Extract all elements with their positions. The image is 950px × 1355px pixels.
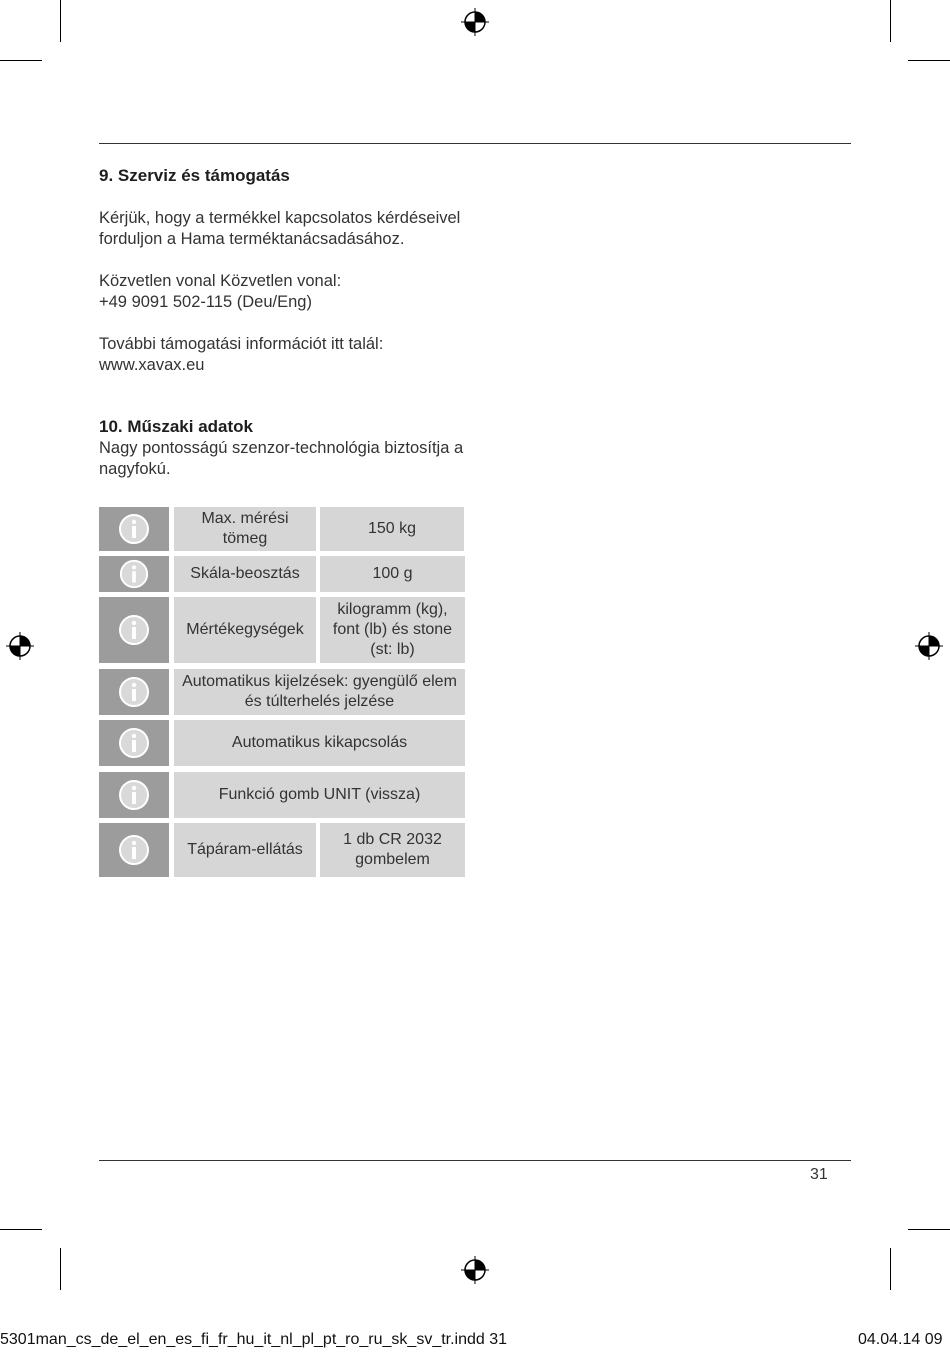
info-icon: [99, 772, 169, 818]
info-icon: [99, 720, 169, 766]
spec-row: [99, 669, 465, 715]
page-number: 31: [810, 1166, 828, 1183]
footer-rule: [99, 1160, 851, 1161]
crop-mark-bottom-left-h: [0, 1229, 42, 1230]
section-10-intro: Nagy pontosságú szenzor-technológia biztosítja a nagyfokú.: [99, 439, 464, 478]
spec-label: Automatikus kijelzések: gyengülő elem és túlterhelés jelzése: [174, 669, 465, 715]
spec-row: [99, 507, 465, 551]
spec-row: [99, 556, 465, 592]
file-date: 04.04.14 09: [858, 1331, 943, 1348]
spec-value: 150 kg: [320, 507, 464, 551]
header-rule: [99, 143, 851, 144]
info-icon: [99, 669, 169, 715]
info-icon: [99, 556, 169, 592]
crop-mark-bottom-right-h: [908, 1229, 950, 1230]
file-slug: 5301man_cs_de_el_en_es_fi_fr_hu_it_nl_pl_pt_ro_ru_sk_sv_tr.indd 31: [0, 1331, 508, 1348]
spec-label: Max. mérési tömeg: [174, 507, 316, 551]
spec-row: [99, 823, 465, 877]
spec-label: Funkció gomb UNIT (vissza): [174, 772, 465, 818]
crop-mark-top-left-h: [0, 60, 42, 61]
spec-row: [99, 772, 465, 818]
section-9-paragraph-1: Kérjük, hogy a termékkel kapcsolatos kérdéseivel forduljon a Hama terméktanácsadásához.: [99, 209, 461, 248]
spec-value: 1 db CR 2032 gombelem: [320, 823, 465, 877]
crop-mark-top-right: [890, 0, 891, 42]
crop-mark-top-right-h: [908, 60, 950, 61]
registration-mark-icon: [5, 631, 35, 661]
spec-row: [99, 597, 465, 663]
info-icon: [99, 823, 169, 877]
spec-label: Automatikus kikapcsolás: [174, 720, 465, 766]
crop-mark-bottom-right: [890, 1248, 891, 1290]
info-icon: [99, 507, 169, 551]
section-9-heading: 9. Szerviz és támogatás: [99, 166, 290, 185]
info-icon: [99, 597, 169, 663]
registration-mark-icon: [460, 1255, 490, 1285]
spec-value: kilogramm (kg), font (lb) és stone (st: lb): [320, 597, 465, 663]
crop-mark-top-left: [60, 0, 61, 42]
section-10-heading: 10. Műszaki adatok: [99, 417, 254, 436]
registration-mark-icon: [914, 631, 944, 661]
section-9-paragraph-2: Közvetlen vonal Közvetlen vonal: +49 9091 502-115 (Deu/Eng): [99, 272, 342, 311]
section-9-paragraph-3: További támogatási információt itt talál: www.xavax.eu: [99, 335, 384, 374]
crop-mark-bottom-left: [60, 1248, 61, 1290]
spec-label: Skála-beosztás: [174, 556, 316, 592]
registration-mark-icon: [460, 7, 490, 37]
spec-label: Mértékegységek: [174, 597, 316, 663]
spec-row: [99, 720, 465, 766]
spec-label: Tápáram-ellátás: [174, 823, 316, 877]
spec-value: 100 g: [320, 556, 465, 592]
